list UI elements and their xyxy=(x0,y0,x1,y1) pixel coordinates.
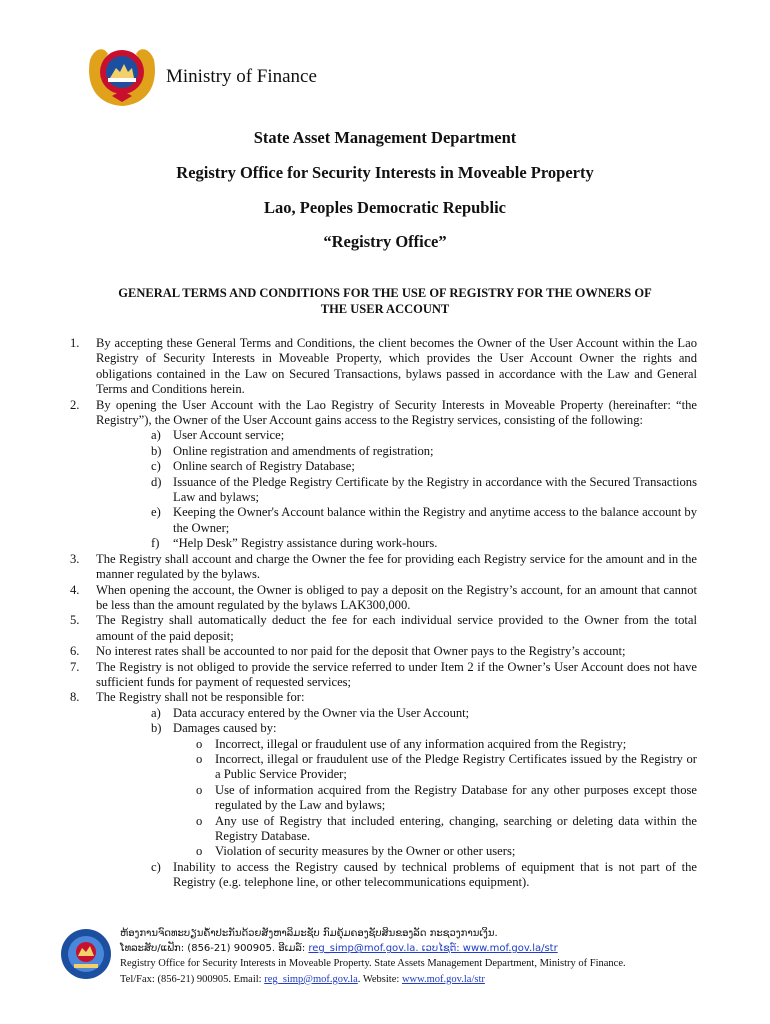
list-item-number: 4. xyxy=(70,582,80,597)
terms-heading-line1: GENERAL TERMS AND CONDITIONS FOR THE USE OF REGISTRY FOR THE OWNERS OF xyxy=(118,286,652,300)
list-item xyxy=(70,583,697,614)
footer-en-contact: Tel/Fax: (856-21) 900905. Email: xyxy=(120,973,265,985)
sub-item xyxy=(70,721,697,736)
sub-item-text: Damages caused by: xyxy=(173,721,277,736)
bullet-item xyxy=(70,814,697,845)
country-title: Lao, Peoples Democratic Republic xyxy=(264,198,506,217)
footer-lao-contact: ໂທລະສັບ/ແຟັກ: (856-21) 900905. ອີເມລ໌: xyxy=(120,943,309,955)
list-item-number: 3. xyxy=(70,551,80,566)
bullet-item xyxy=(70,844,697,859)
bullet-icon: o xyxy=(196,813,203,828)
list-item-text: The Registry shall account and charge the Owner the fee for providing each Registry service for the amount and in the manner regulated by the bylaws. xyxy=(96,551,697,582)
list-item xyxy=(70,613,697,644)
bullet-text: Incorrect, illegal or fraudulent use of any information acquired from the Registry; xyxy=(215,736,627,751)
bullet-icon: o xyxy=(196,751,203,766)
sub-item-text: Data accuracy entered by the Owner via the User Account; xyxy=(173,705,470,720)
list-item-text: When opening the account, the Owner is obliged to pay a deposit on the Registry’s account, for an amount that cannot be less than the amount regulated by the bylaws LAK300,000. xyxy=(96,582,697,612)
list-item-text: The Registry shall automatically deduct the fee for each individual service provided to the Owner from the total amount of the paid deposit; xyxy=(96,613,697,643)
list-item-text: The Registry shall not be responsible for: xyxy=(96,690,305,705)
footer-en-email-link[interactable]: reg_simp@mof.gov.la xyxy=(264,973,358,985)
list-item-text: By accepting these General Terms and Conditions, the client becomes the Owner of the User Account within the Lao Registry of Security Interests in Moveable Property, which provides the User Account Owner the rights and obligations contained in the Law on Secured Transactions, bylaws passed in accordance with the Law and General Terms and Conditions herein. xyxy=(96,336,697,397)
terms-heading-line2: THE USER ACCOUNT xyxy=(320,302,450,316)
sub-item-letter: c) xyxy=(151,459,161,474)
list-item xyxy=(70,552,697,583)
sub-item xyxy=(70,475,697,506)
bullet-item xyxy=(70,783,697,814)
sub-item xyxy=(70,428,697,443)
footer-lao-line2 xyxy=(120,941,760,956)
list-item xyxy=(70,398,697,429)
sub-item-letter: b) xyxy=(151,443,162,458)
sub-item-text: “Help Desk” Registry assistance during work-hours. xyxy=(173,536,438,551)
sub-item-text: Issuance of the Pledge Registry Certificate by the Registry in accordance with the Secured Transactions Law and bylaws; xyxy=(173,474,697,505)
sub-item-text: User Account service; xyxy=(173,428,285,443)
list-item-number: 8. xyxy=(70,690,80,705)
footer-en-line2 xyxy=(120,972,760,987)
sub-item xyxy=(70,860,697,891)
footer-lao-line1: ຫ້ອງການຈົດທະບຽນຄ້ຳປະກັນດ້ວຍສັງຫາລິມະຊັບ ກົມຄຸ້ມຄອງຊັບສິນຂອງລັດ ກະຊວງການເງິນ. xyxy=(120,928,498,939)
list-item-number: 2. xyxy=(70,397,80,412)
bullet-text: Incorrect, illegal or fraudulent use of the Pledge Registry Certificates issued by the Registry or a Public Service Provider; xyxy=(215,751,697,782)
list-item-text: No interest rates shall be accounted to nor paid for the deposit that Owner pays to the Registry’s account; xyxy=(96,644,626,659)
sub-item-text: Online search of Registry Database; xyxy=(173,459,355,474)
list-item-number: 6. xyxy=(70,644,80,659)
list-item xyxy=(70,644,697,659)
bullet-icon: o xyxy=(196,782,203,797)
terms-heading xyxy=(70,285,700,317)
list-item xyxy=(70,336,697,398)
terms-list xyxy=(70,336,697,891)
footer-lao-web-label: ເວບໄຊຕ໌: xyxy=(418,943,463,955)
office-title: Registry Office for Security Interests in Moveable Property xyxy=(176,163,594,182)
bullet-item xyxy=(70,752,697,783)
sub-item-text: Online registration and amendments of registration; xyxy=(173,443,434,458)
department-title: State Asset Management Department xyxy=(253,128,517,147)
sub-item-text: Inability to access the Registry caused by technical problems of equipment that is not part of the Registry (e.g. telephone line, or other telecommunications equipment). xyxy=(173,859,697,890)
sub-item-letter: a) xyxy=(151,705,161,720)
footer xyxy=(60,926,700,988)
sub-item xyxy=(70,706,697,721)
sub-item-letter: a) xyxy=(151,428,161,443)
list-item xyxy=(70,690,697,705)
bullet-item xyxy=(70,737,697,752)
bullet-text: Any use of Registry that included entering, changing, searching or deleting data within the Registry Database. xyxy=(215,813,697,843)
sub-item-letter: c) xyxy=(151,859,161,874)
ministry-seal-icon xyxy=(60,928,112,980)
sub-item-letter: f) xyxy=(151,536,160,551)
bullet-icon: o xyxy=(196,736,203,751)
footer-en-line1: Registry Office for Security Interests in Moveable Property. State Assets Management Department, Ministry of Finance. xyxy=(120,958,626,970)
sub-item-letter: b) xyxy=(151,721,162,736)
short-name-title: “Registry Office” xyxy=(323,232,447,251)
bullet-icon: o xyxy=(196,844,203,859)
sub-item xyxy=(70,459,697,474)
sub-item-letter: d) xyxy=(151,474,162,489)
list-item-number: 5. xyxy=(70,613,80,628)
sub-item xyxy=(70,444,697,459)
list-item-text: By opening the User Account with the Lao Registry of Security Interests in Moveable Property (hereinafter: “the Registry”), the Owner of the User Account gains access to the Registry services, consisting of the following: xyxy=(96,397,697,428)
list-item-text: The Registry is not obliged to provide the service referred to under Item 2 if the Owner’s User Account does not have sufficient funds for payment of requested services; xyxy=(96,659,697,689)
list-item-number: 1. xyxy=(70,336,80,350)
list-item-number: 7. xyxy=(70,659,80,674)
sub-item-text: Keeping the Owner's Account balance within the Registry and anytime access to the balance account by the Owner; xyxy=(173,505,697,535)
ministry-name: Ministry of Finance xyxy=(166,66,317,87)
bullet-text: Violation of security measures by the Owner or other users; xyxy=(215,844,516,859)
bullet-text: Use of information acquired from the Registry Database for any other purposes except those regulated by the Law and bylaws; xyxy=(215,782,697,813)
footer-lao-web-link[interactable]: www.mof.gov.la/str xyxy=(462,943,558,955)
footer-en-web-link[interactable]: www.mof.gov.la/str xyxy=(401,973,485,985)
sub-item xyxy=(70,505,697,536)
sub-item xyxy=(70,536,697,551)
list-item xyxy=(70,660,697,691)
footer-lao-email-link[interactable]: reg_simp@mof.gov.la. xyxy=(308,943,419,955)
lao-national-emblem-icon xyxy=(82,38,162,110)
sub-item-letter: e) xyxy=(151,505,161,520)
footer-en-web-label: . Website: xyxy=(357,973,402,985)
